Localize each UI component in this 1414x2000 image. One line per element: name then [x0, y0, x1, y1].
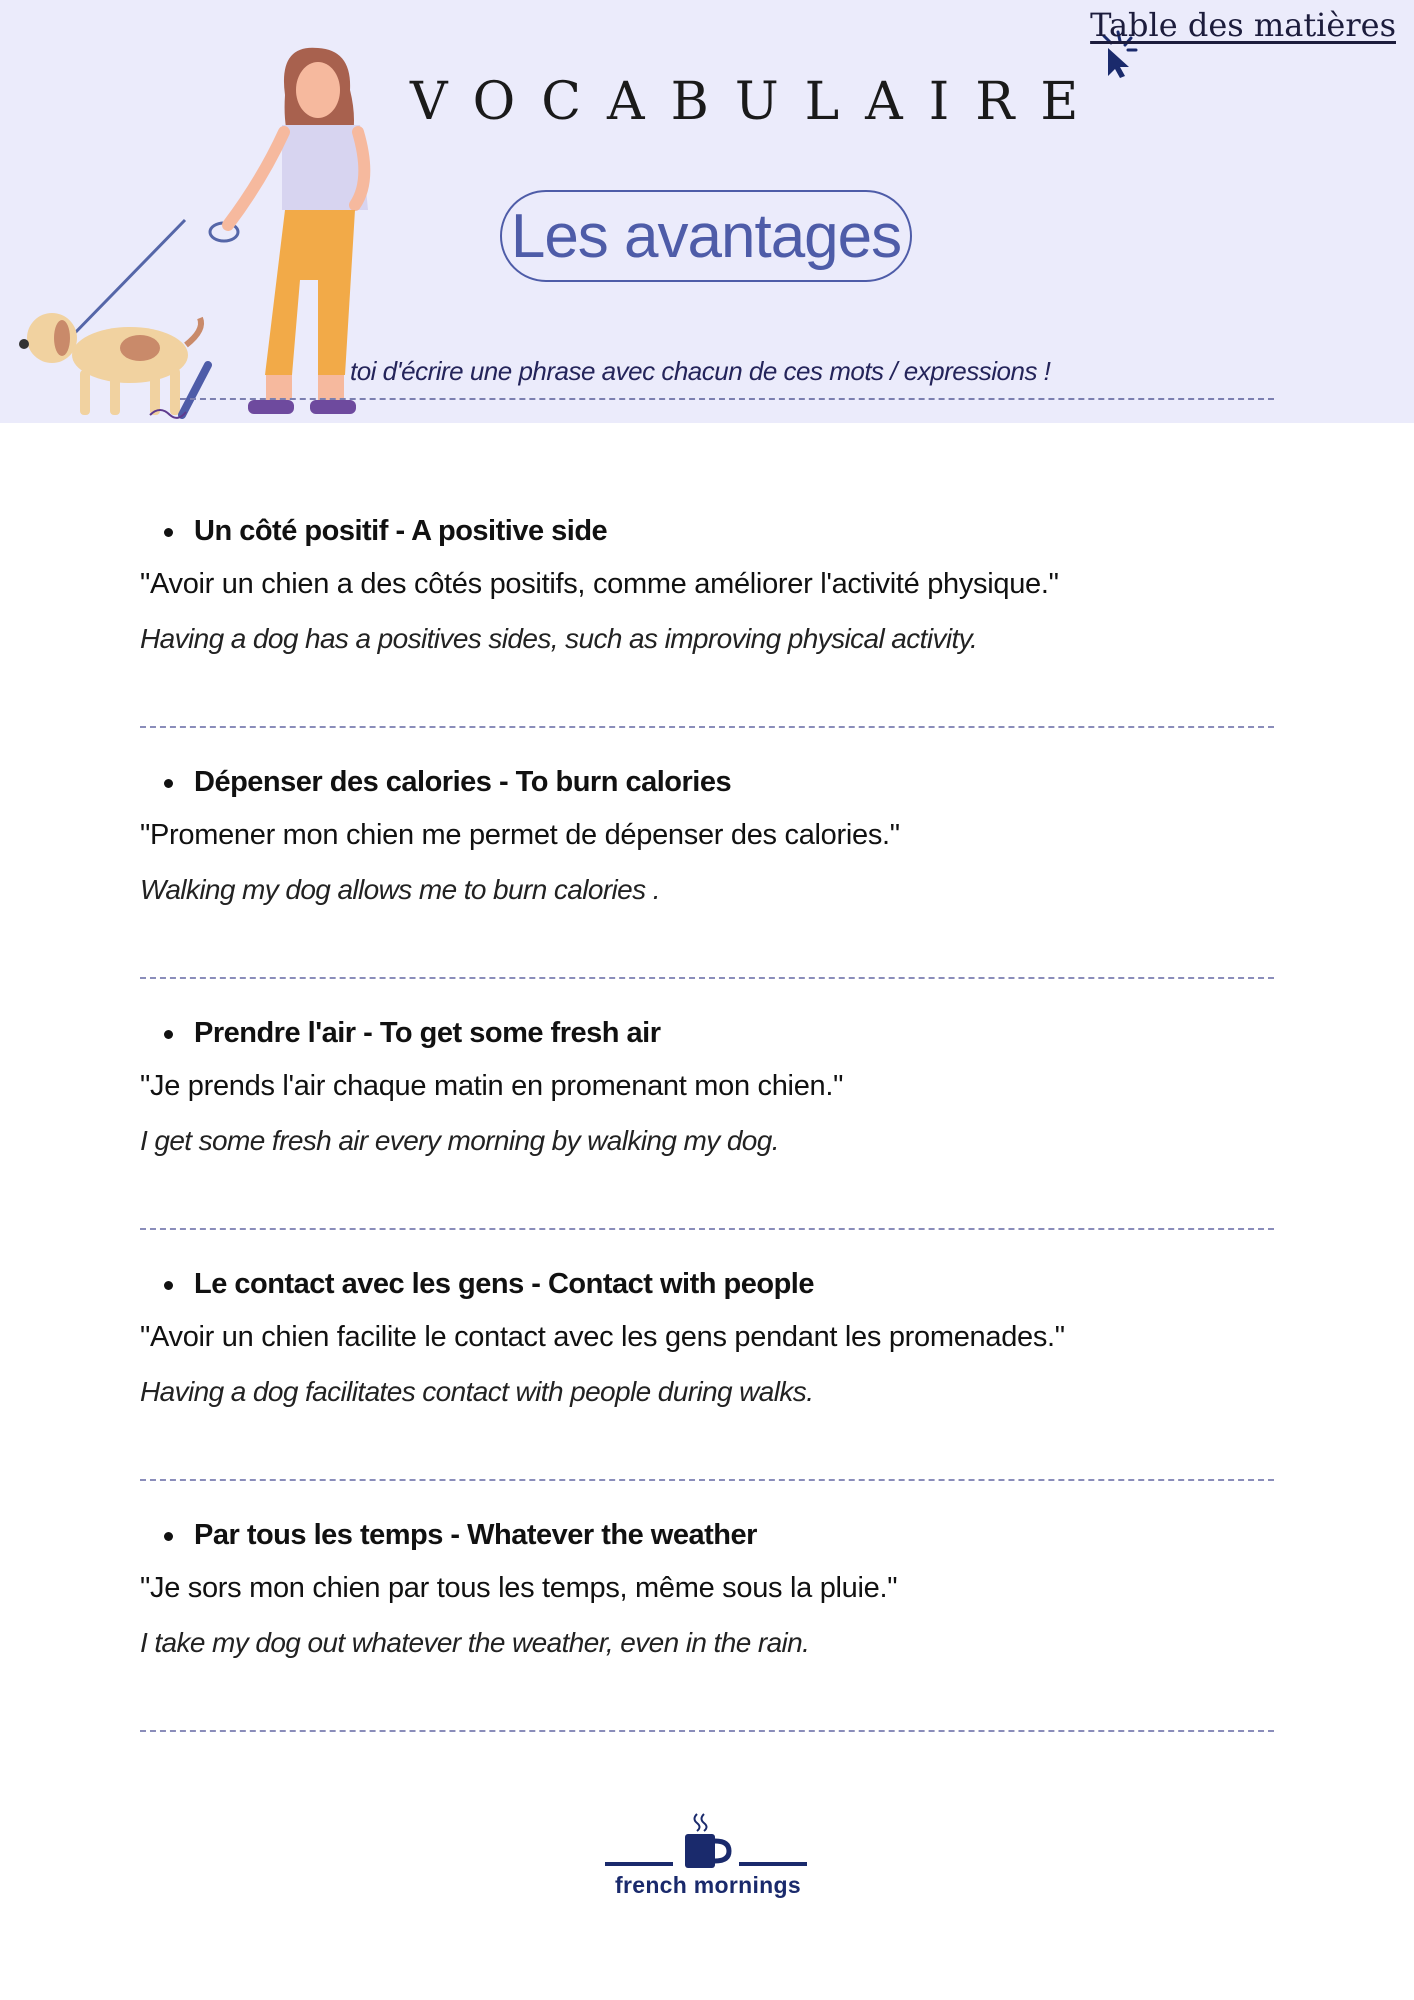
vocabulary-term: Par tous les temps - Whatever the weather: [194, 1519, 757, 1551]
example-translation: Having a dog has a positives sides, such as improving physical activity.: [140, 623, 978, 654]
header-banner: [0, 0, 1414, 423]
vocabulary-entry: [140, 1007, 1274, 1258]
page-title: VOCABULAIRE: [410, 72, 1105, 132]
writing-line: [180, 398, 1274, 400]
vocabulary-term: Prendre l'air - To get some fresh air: [194, 1017, 661, 1049]
example-sentence: "Je prends l'air chaque matin en promenant mon chien.": [140, 1070, 844, 1102]
example-translation: I get some fresh air every morning by walking my dog.: [140, 1125, 779, 1156]
woman-walking-dog-illustration: [0, 20, 400, 423]
example-translation: Walking my dog allows me to burn calories .: [140, 874, 660, 905]
subtitle-pill: Les avantages: [500, 190, 912, 282]
example-translation: I take my dog out whatever the weather, even in the rain.: [140, 1627, 810, 1658]
writing-line: [140, 1479, 1274, 1481]
example-sentence: "Promener mon chien me permet de dépenser des calories.": [140, 819, 900, 851]
vocabulary-term: Le contact avec les gens - Contact with people: [194, 1268, 814, 1300]
vocabulary-term: Dépenser des calories - To burn calories: [194, 766, 732, 798]
instruction-text: toi d'écrire une phrase avec chacun de ces mots / expressions !: [350, 356, 1051, 386]
example-sentence: "Je sors mon chien par tous les temps, même sous la pluie.": [140, 1572, 898, 1604]
writing-line: [140, 1730, 1274, 1732]
example-sentence: "Avoir un chien a des côtés positifs, comme améliorer l'activité physique.": [140, 568, 1059, 600]
example-sentence: "Avoir un chien facilite le contact avec les gens pendant les promenades.": [140, 1321, 1065, 1353]
vocabulary-entry: [140, 1258, 1274, 1509]
writing-line: [140, 1228, 1274, 1230]
vocabulary-entry: [140, 756, 1274, 1007]
writing-line: [140, 977, 1274, 979]
vocabulary-entry: [140, 505, 1274, 756]
table-of-contents-link[interactable]: Table des matières: [1090, 6, 1396, 44]
brand-logo-text: french mornings: [615, 1872, 801, 1898]
vocabulary-term: Un côté positif - A positive side: [194, 515, 608, 547]
vocabulary-list: [140, 505, 1274, 1760]
vocabulary-entry: [140, 1509, 1274, 1760]
writing-line: [140, 726, 1274, 728]
example-translation: Having a dog facilitates contact with people during walks.: [140, 1376, 814, 1407]
